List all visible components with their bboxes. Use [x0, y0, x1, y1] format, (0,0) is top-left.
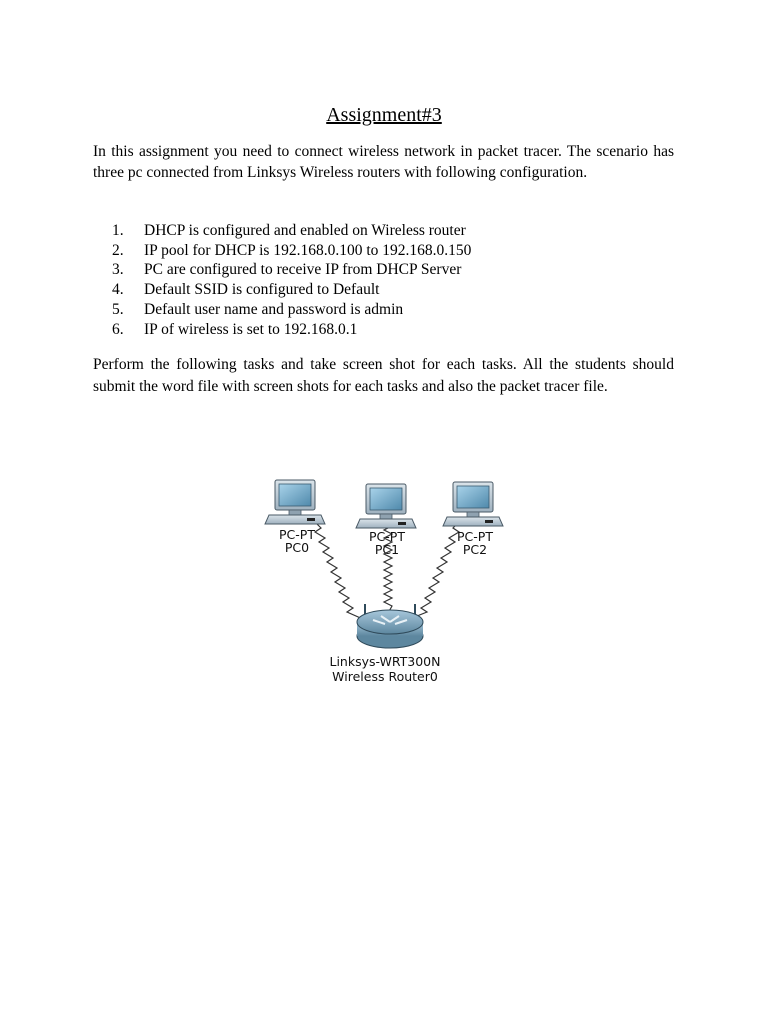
- pc-computer-icon[interactable]: [265, 480, 325, 524]
- list-item: [112, 241, 672, 261]
- intro-paragraph: In this assignment you need to connect wireless network in packet tracer. The scenario has three pc connected from Linksys Wireless routers with following configuration.: [93, 143, 674, 181]
- pc-name-label: PC2: [462, 542, 488, 557]
- pc-computer-icon[interactable]: [356, 484, 416, 528]
- pc-type-label: PC-PT: [279, 527, 315, 542]
- list-item: [112, 280, 672, 300]
- list-item: [112, 221, 672, 241]
- pc-name-label: PC0: [284, 540, 310, 555]
- router-label: [310, 654, 460, 684]
- list-item-text: Default user name and password is admin: [144, 300, 404, 318]
- wireless-router-icon[interactable]: [357, 604, 423, 648]
- tasks-paragraph: Perform the following tasks and take screen shot for each tasks. All the students should submit the word file with screen shots for each tasks and also the packet tracer file.: [93, 356, 674, 395]
- list-item-text: PC are configured to receive IP from DHCP Server: [144, 261, 462, 279]
- page-title: Assignment#3: [326, 104, 442, 126]
- pc0-label: [265, 528, 329, 554]
- list-item: [112, 300, 672, 320]
- list-item: [112, 260, 672, 280]
- network-diagram: [255, 470, 525, 700]
- pc1-label: [355, 530, 419, 556]
- pc-computer-icon[interactable]: [443, 482, 503, 526]
- pc-type-label: PC-PT: [457, 529, 493, 544]
- config-list: [112, 221, 672, 339]
- list-item-text: IP of wireless is set to 192.168.0.1: [144, 320, 358, 338]
- list-item-text: DHCP is configured and enabled on Wireless router: [144, 222, 466, 239]
- pc-name-label: PC1: [374, 542, 400, 557]
- list-item-number: 5.: [112, 300, 124, 318]
- list-item-text: Default SSID is configured to Default: [144, 281, 380, 299]
- list-item-number: 2.: [112, 241, 124, 259]
- pc-type-label: PC-PT: [369, 529, 405, 544]
- list-item: [112, 320, 672, 340]
- list-item-number: 3.: [112, 261, 124, 279]
- list-item-number: 4.: [112, 281, 124, 299]
- list-item-number: 6.: [112, 320, 124, 338]
- router-model-label: Linksys-WRT300N: [329, 654, 441, 669]
- list-item-text: IP pool for DHCP is 192.168.0.100 to 192.168.0.150: [144, 241, 472, 259]
- pc2-label: [443, 530, 507, 556]
- router-name-label: Wireless Router0: [332, 669, 438, 684]
- list-item-number: 1.: [112, 222, 124, 239]
